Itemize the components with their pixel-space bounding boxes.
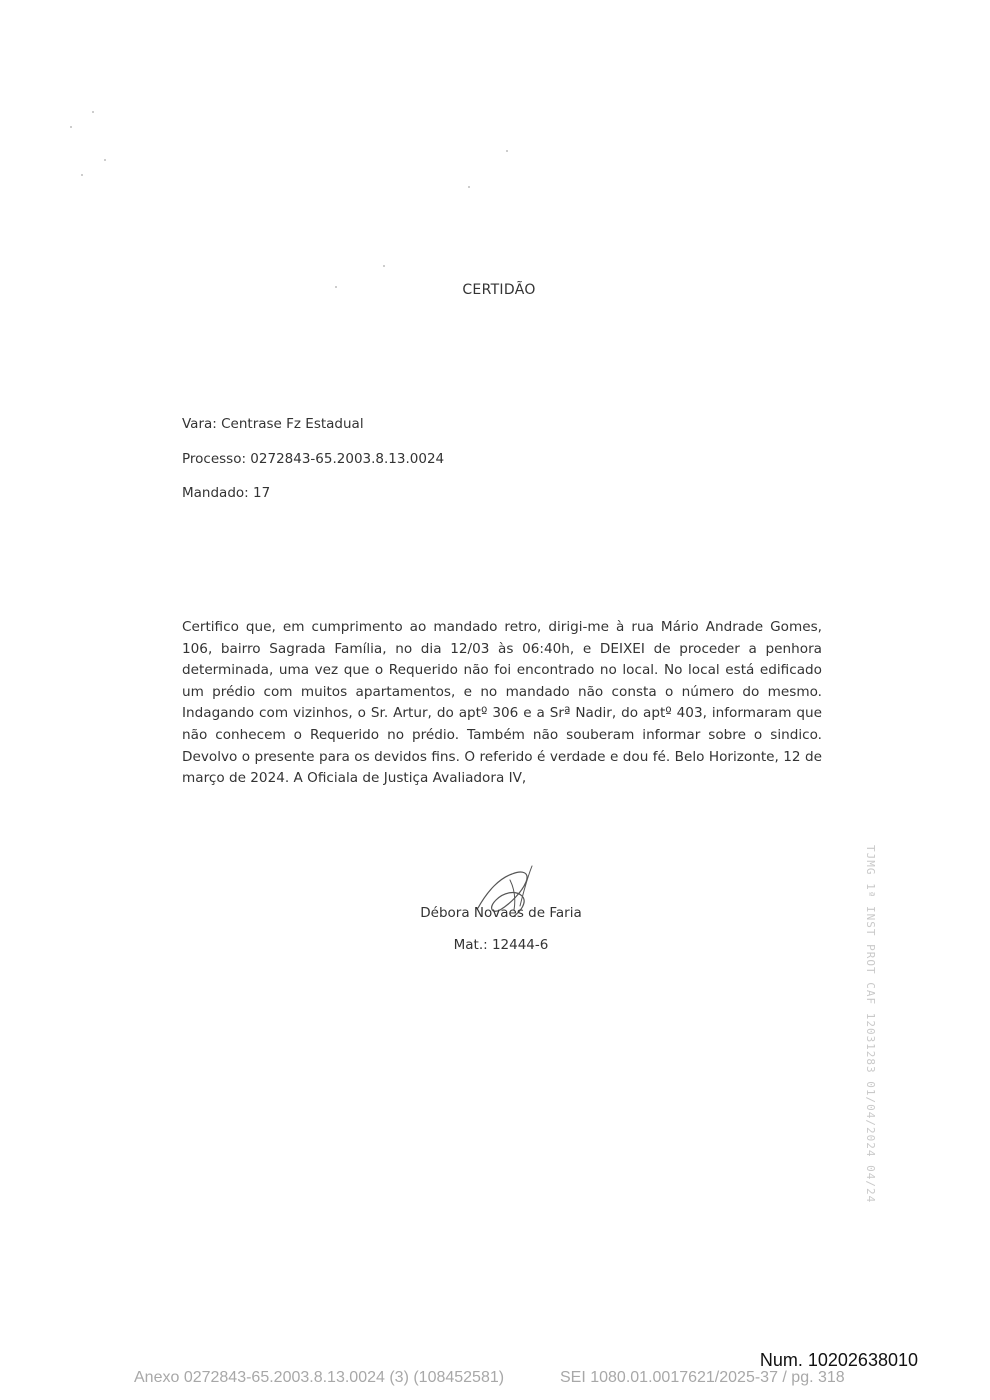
signature-name: Débora Novaes de Faria [420,905,582,921]
signature-block [0,905,990,953]
mandado-line: Mandado: 17 [182,485,271,501]
scan-speck [468,186,470,188]
vara-line: Vara: Centrase Fz Estadual [182,416,364,432]
scan-speck [92,111,94,113]
certificate-body: Certifico que, em cumprimento ao mandado retro, dirigi-me à rua Mário Andrade Gomes, 106, bairro Sagrada Família, no dia 12/03 às 06:40h, e DEIXEI de proceder a penhora determinada, uma vez que o Requerido não foi encontrado no local. No local está edificado um prédio com muitos apartamentos, e no mandado não consta o número do mesmo. Indagando com vizinhos, o Sr. Artur, do aptº 306 e a Srª Nadir, do aptº 403, informaram que não conhecem o Requerido no prédio. Também não souberam informar sobre o sindico. Devolvo o presente para os devidos fins. O referido é verdade e dou fé. Belo Horizonte, 12 de março de 2024. A Oficiala de Justiça Avaliadora IV, [182,619,822,787]
annex-reference: Anexo 0272843-65.2003.8.13.0024 (3) (108452581) [134,1369,505,1386]
scan-speck [383,265,385,267]
scan-speck [104,159,106,161]
processo-line: Processo: 0272843-65.2003.8.13.0024 [182,451,445,467]
document-number: Num. 10202638010 [759,1350,918,1370]
protocol-stamp-text: TJMG 1ª INST PROT CAF 12031283 01/04/2024 04/24 [864,845,877,1204]
signature-registration: Mat.: 12444-6 [453,937,549,953]
sei-reference: SEI 1080.01.0017621/2025-37 / pg. 318 [560,1369,845,1386]
scan-speck [506,150,508,152]
scan-speck [70,126,72,128]
scan-speck [81,174,83,176]
protocol-stamp [862,845,884,1245]
document-title: CERTIDÃO [462,282,536,298]
